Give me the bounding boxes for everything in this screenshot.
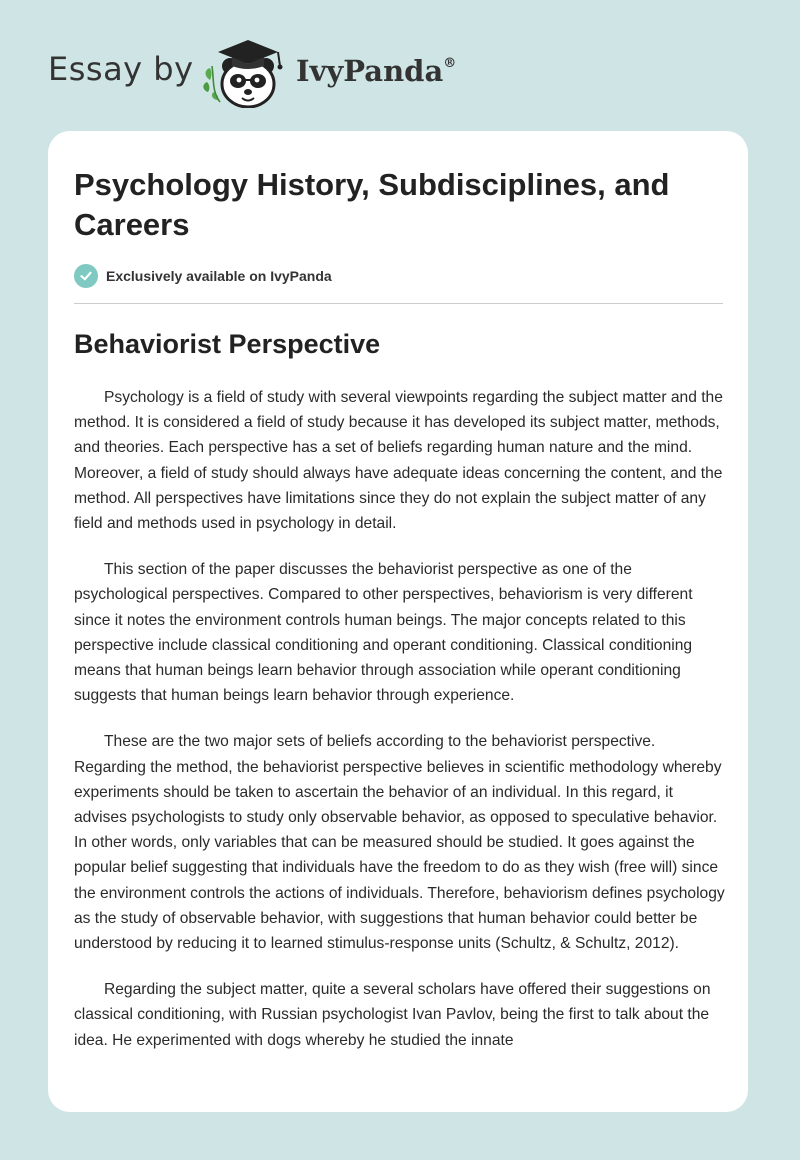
site-header	[0, 0, 800, 120]
brand-name[interactable]	[296, 54, 456, 88]
brand-text: IvyPanda	[296, 54, 444, 88]
divider	[74, 303, 723, 304]
essay-by-label: Essay by	[48, 50, 194, 88]
exclusive-badge	[74, 264, 332, 288]
paragraph: This section of the paper discusses the behaviorist perspective as one of the psychological perspectives. Compared to other perspectives, behaviorism is very different since it notes the environment controls human beings. The major concepts related to this perspective include classical conditioning and operant conditioning. Classical conditioning means that human beings learn behavior through association while operant conditioning suggests that human beings learn behavior through experience.	[74, 561, 693, 705]
article-body	[74, 385, 726, 1074]
badge-text: Exclusively available on IvyPanda	[106, 268, 332, 284]
registered-mark: ®	[443, 56, 457, 71]
panda-logo-icon[interactable]	[200, 36, 296, 108]
paragraph: These are the two major sets of beliefs according to the behaviorist perspective. Regarding the method, the behaviorist perspective believes in scientific methodology whereby experiments should be taken to ascertain the behavior of an individual. In this regard, it advises psychologists to study only observable behavior, as opposed to speculative behavior. In other words, only variables that can be measured should be studied. It goes against the popular belief suggesting that individuals have the freedom to do as they wish (free will) since the environment controls the actions of individuals. Therefore, behaviorism defines psychology as the study of observable behavior, with suggestions that human behavior could better be understood by reducing it to learned stimulus-response units (Schultz, & Schultz, 2012).	[74, 733, 725, 953]
paragraph: Regarding the subject matter, quite a several scholars have offered their suggestions on classical conditioning, with Russian psychologist Ivan Pavlov, being the first to talk about the idea. He experimented with dogs whereby he studied the innate	[74, 981, 711, 1049]
checkmark-icon	[74, 264, 98, 288]
essay-card	[48, 131, 748, 1112]
paragraph: Psychology is a field of study with several viewpoints regarding the subject matter and the method. It is considered a field of study because it has developed its subject matter, methods, and theories. Each perspective has a set of beliefs regarding human nature and the mind. Moreover, a field of study should always have adequate ideas concerning the content, and the method. All perspectives have limitations since they do not explain the subject matter of any field and methods used in psychology in detail.	[74, 389, 723, 533]
section-heading: Behaviorist Perspective	[74, 329, 381, 359]
essay-title: Psychology History, Subdisciplines, and Careers	[74, 167, 670, 242]
